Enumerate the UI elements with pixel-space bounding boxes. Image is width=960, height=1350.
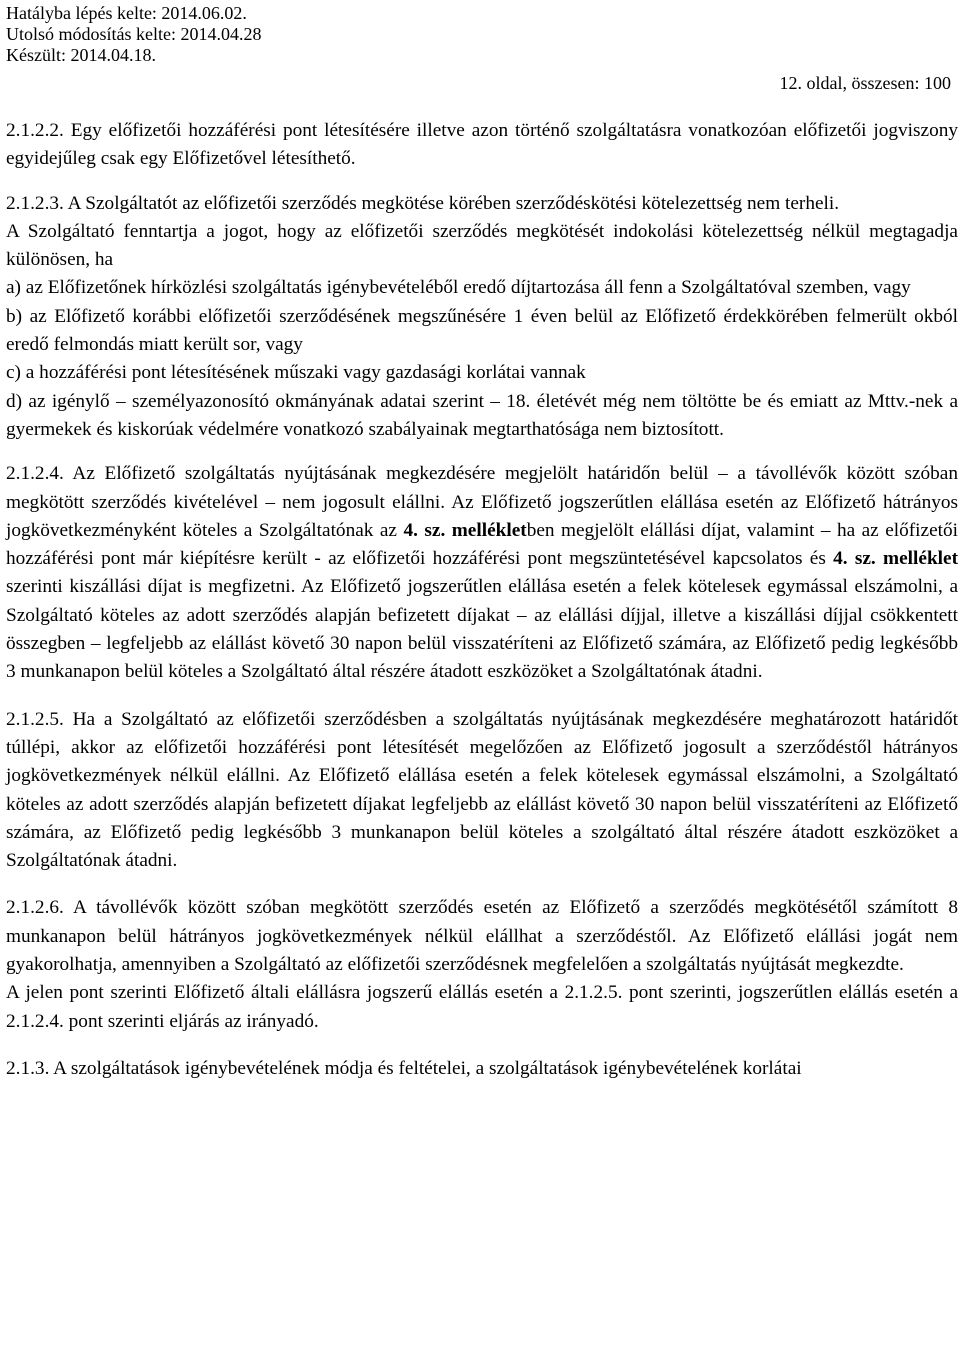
section-2-1-2-6: 2.1.2.6. A távollévők között szóban megkötött szerződés esetén az Előfizető a szerződés megkötésétől számított 8 munkanapon belül hátrányos jogkövetkezmények nélkül elállhat a szerződéstől. Az Előfizető elállási jogát nem gyakorolhatja, amennyiben a Szolgáltató az előfizetői szerződésnek megfelelően a szolgáltatás nyújtását megkezdte. [6,897,958,976]
section-2-1-2-4-part3: szerinti kiszállási díjat is megfizetni. Az Előfizető jogszerűtlen elállása esetén a felek kötelesek egymással elszámolni, a Szolgáltató köteles az adott szerződés alapján befizetett díjakat – az elállási díjjal, illetve a kiszállási díjjal csökkentett összegben – legfeljebb az elállást követő 30 napon belül visszatéríteni az Előfizető számára, az Előfizető pedig legkésőbb 3 munkanapon belül köteles a Szolgáltató által részére átadott eszközöket a Szolgáltatónak átadni. [6,576,958,683]
document-body [6,117,958,1083]
section-2-1-2-6-note: A jelen pont szerinti Előfizető általi elállásra jogszerű elállás esetén a 2.1.2.5. pont szerinti, jogszerűtlen elállás esetén a 2.1.2.4. pont szerinti eljárás az irányadó. [6,982,958,1032]
section-2-1-2-4-part2: ben megjelölt elállási díjat, valamint – ha az előfizetői hozzáférési pont már kiépítésre került - az előfizetői hozzáférési pont megszüntetésével kapcsolatos és [6,519,958,570]
section-2-1-2-3: 2.1.2.3. A Szolgáltatót az előfizetői szerződés megkötése körében szerződéskötési kötelezettség nem terheli. [6,192,840,214]
section-2-1-2-3-reservation: A Szolgáltató fenntartja a jogot, hogy az előfizetői szerződés megkötését indokolási kötelezettség nélkül megtagadja különösen, ha [6,220,958,271]
annex-reference-1: 4. sz. melléklet [403,519,527,541]
effective-date: Hatályba lépés kelte: 2014.06.02. [6,3,247,23]
list-item-d: d) az igénylő – személyazonosító okmányának adatai szerint – 18. életévét még nem töltötte be és emiatt az Mttv.-nek a gyermekek és kiskorúak védelmére vonatkozó szabályainak megtarthatósága nem biztosított. [6,390,958,440]
modified-date: Utolsó módosítás kelte: 2014.04.28 [6,24,262,44]
page-number: 12. oldal, összesen: 100 [779,73,951,93]
list-item-b: b) az Előfizető korábbi előfizetői szerződésének megszűnésére 1 éven belül az Előfizető érdekkörében felmerült okból eredő felmondás miatt került sor, vagy [6,305,958,356]
created-date: Készült: 2014.04.18. [6,45,156,65]
section-2-1-2-5: 2.1.2.5. Ha a Szolgáltató az előfizetői szerződésben a szolgáltatás nyújtásának megkezdésére meghatározott határidőt túllépi, akkor az előfizetői hozzáférési pont létesítését megelőzően az Előfizető jogosult a szerződéstől hátrányos jogkövetkezmények nélkül elállni. Az Előfizető elállása esetén a felek kötelesek egymással elszámolni, a Szolgáltató köteles az adott szerződés alapján befizetett díjakat legfeljebb az elállást követő 30 napon belül visszatéríteni az Előfizető számára, az Előfizető pedig legkésőbb 3 munkanapon belül köteles a szolgáltató által részére átadott eszközöket a Szolgáltatónak átadni. [6,708,958,872]
section-2-1-3-heading: 2.1.3. A szolgáltatások igénybevételének módja és feltételei, a szolgáltatások igénybevételének korlátai [6,1057,802,1079]
document-header [6,3,262,66]
list-item-c: c) a hozzáférési pont létesítésének műszaki vagy gazdasági korlátai vannak [6,362,586,384]
section-2-1-2-4 [6,460,958,686]
annex-reference-2: 4. sz. melléklet [833,548,958,570]
list-item-a: a) az Előfizetőnek hírközlési szolgáltatás igénybevételéből eredő díjtartozása áll fenn a Szolgáltatóval szemben, vagy [6,277,911,299]
section-2-1-2-4-part1: 2.1.2.4. Az Előfizető szolgáltatás nyújtásának megkezdésére megjelölt határidőn belül – a távollévők között szóban megkötött szerződés kivételével – nem jogosult elállni. Az Előfizető jogszerűtlen elállása esetén az Előfizető hátrányos jogkövetkezményként köteles a Szolgáltatónak az [6,463,958,541]
section-2-1-2-2: 2.1.2.2. Egy előfizetői hozzáférési pont létesítésére illetve azon történő szolgáltatásra vonatkozóan előfizetői jogviszony egyidejűleg csak egy Előfizetővel létesíthető. [6,120,958,170]
